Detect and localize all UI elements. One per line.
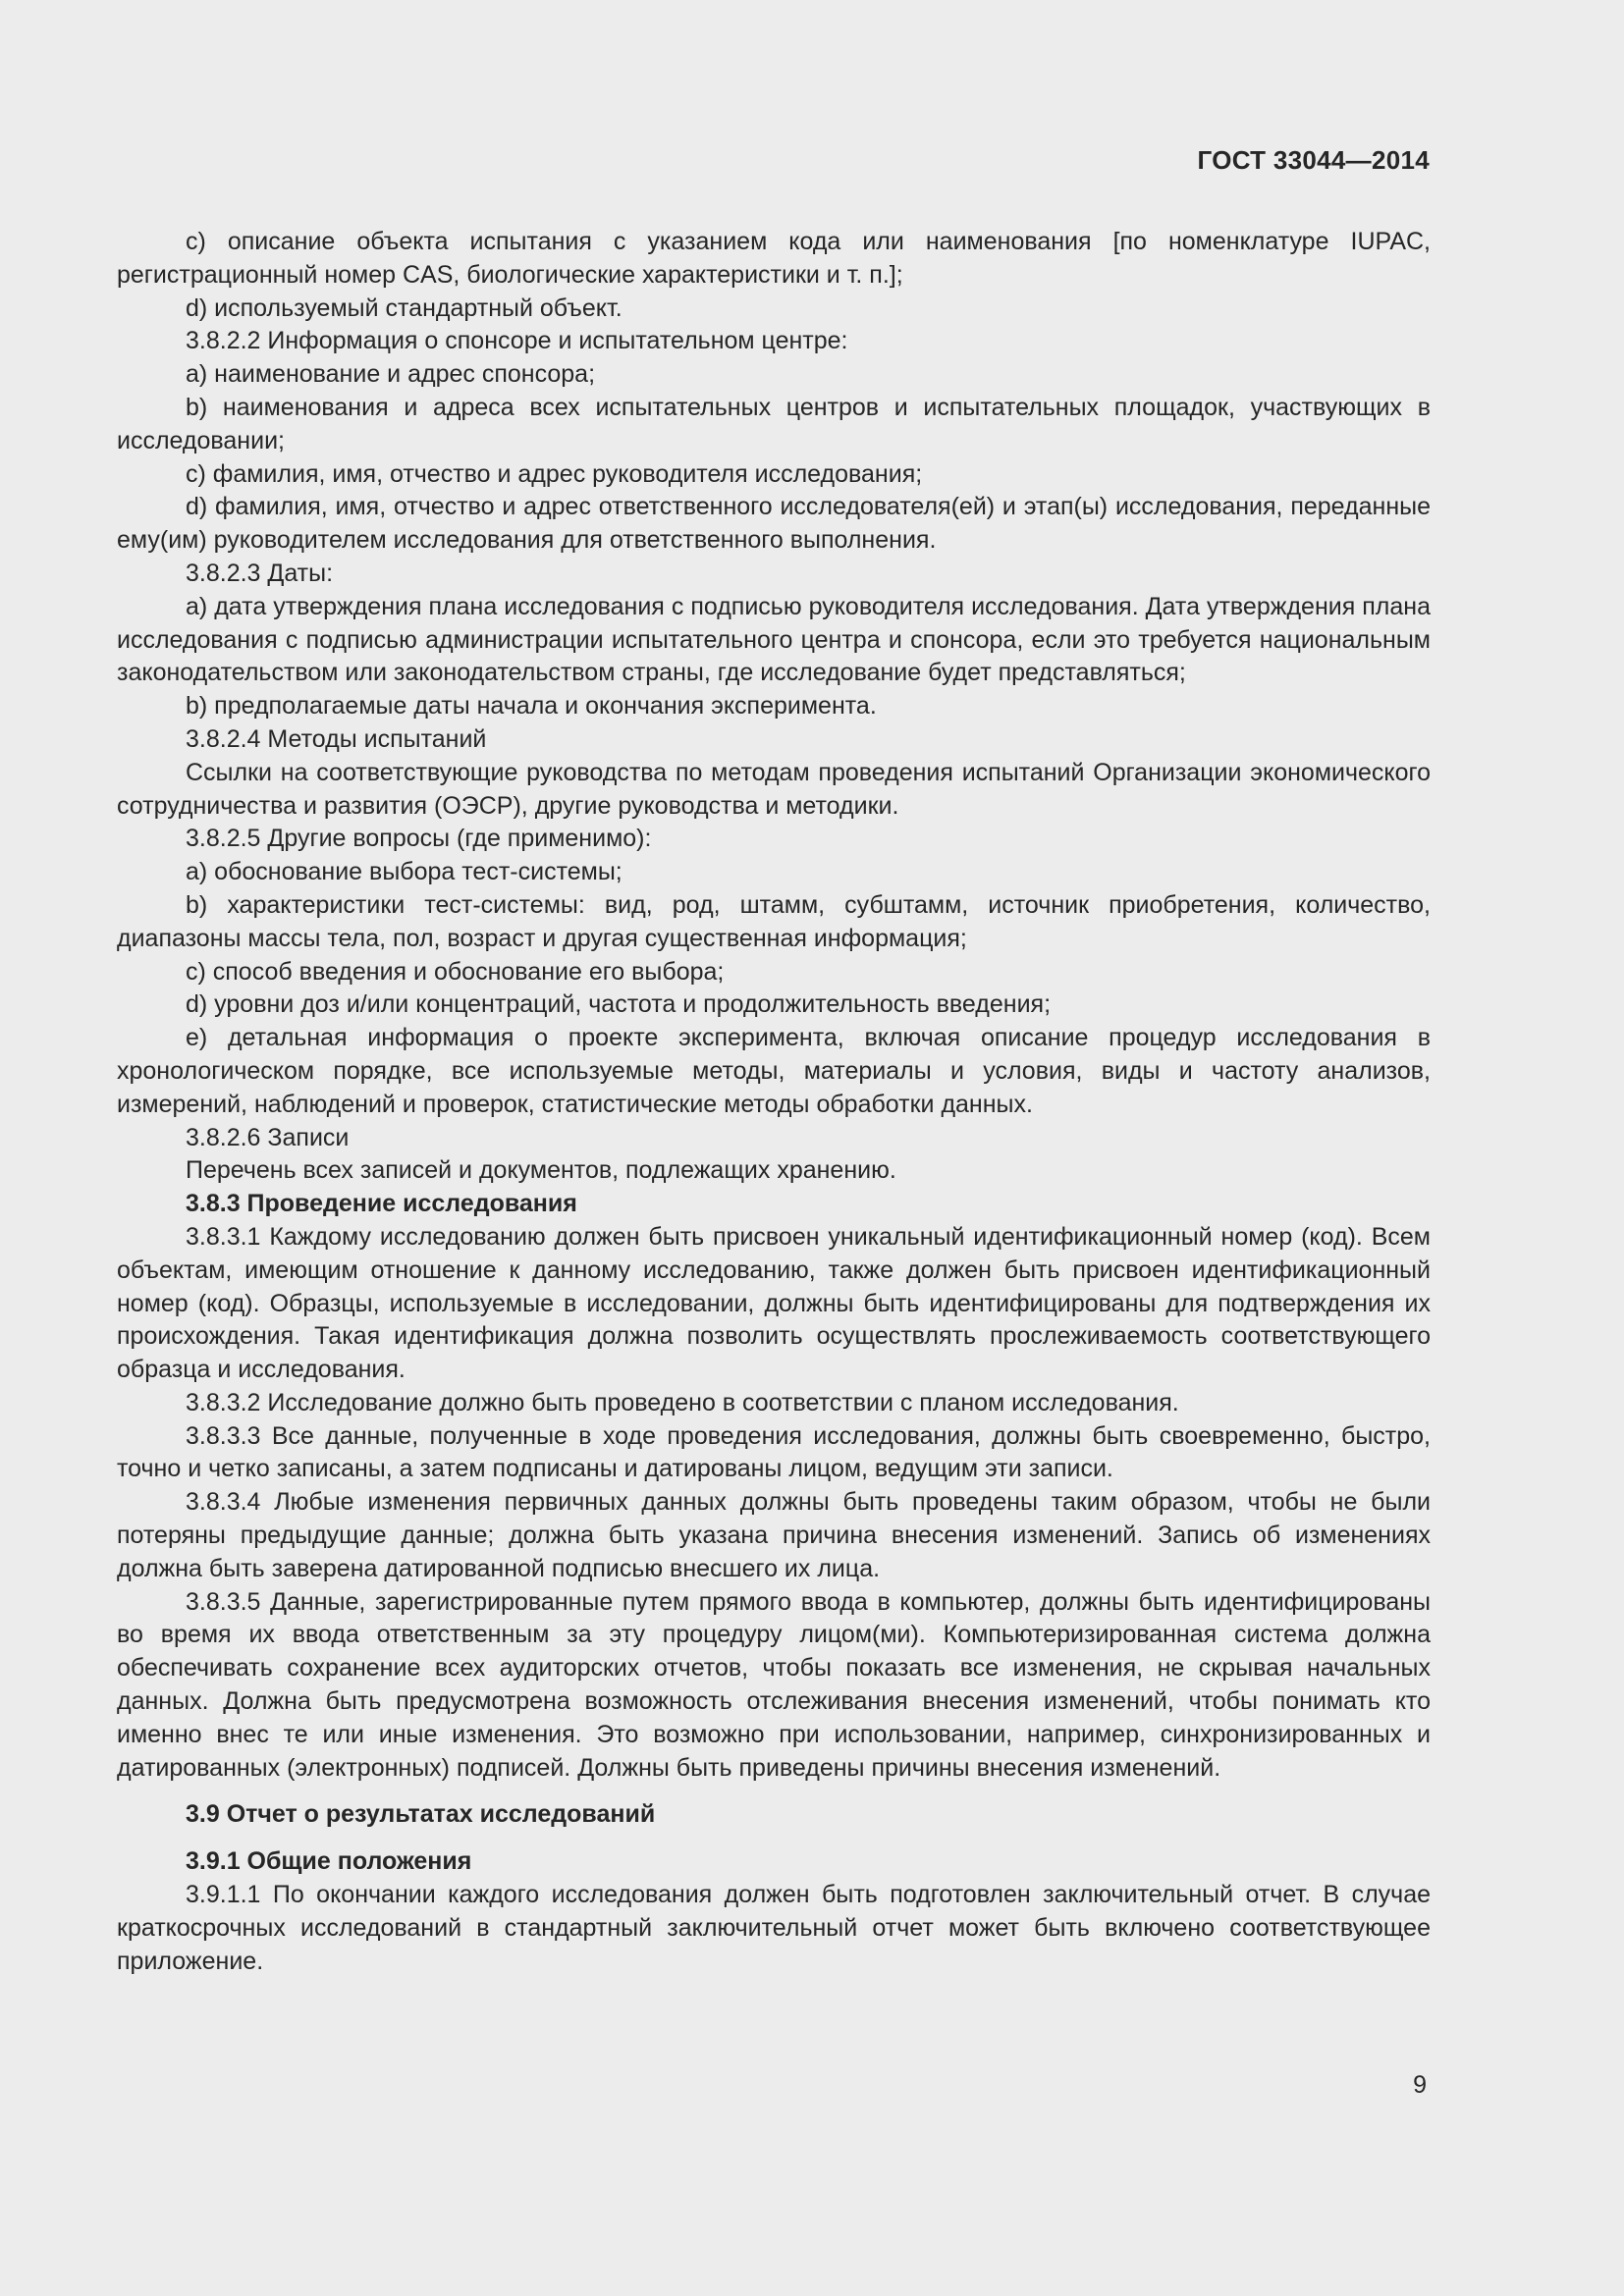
document-code-header: ГОСТ 33044—2014 [1197, 145, 1430, 175]
paragraph: 3.8.2.6 Записи [186, 1123, 350, 1151]
paragraph: 3.8.3.3 Все данные, полученные в ходе проведения исследования, должны быть своевременно, быстро, точно и четко записаны, а затем подписаны и датированы лицом, ведущим эти записи. [117, 1421, 1431, 1483]
paragraph: e) детальная информация о проекте эксперимента, включая описание процедур исследования в хронологическом порядке, все используемые методы, материалы и условия, виды и частоту анализов, измерений, наблюдений и проверок, статистические методы обработки данных. [117, 1024, 1431, 1118]
paragraph: b) наименования и адреса всех испытательных центров и испытательных площадок, участвующих в исследовании; [117, 393, 1431, 454]
paragraph: b) предполагаемые даты начала и окончания эксперимента. [186, 692, 877, 721]
paragraph: a) дата утверждения плана исследования с подписью руководителя исследования. Дата утверждения плана исследования с подписью администрации испытательного центра и спонсора, если это требуется национальным законодательством или законодательством страны, где исследование будет представляться; [117, 592, 1431, 687]
paragraph: a) наименование и адрес спонсора; [186, 360, 596, 389]
document-body [117, 226, 1431, 1978]
paragraph: 3.8.2.5 Другие вопросы (где применимо): [186, 825, 652, 853]
paragraph: c) фамилия, имя, отчество и адрес руководителя исследования; [186, 459, 923, 488]
paragraph: 3.8.3.1 Каждому исследованию должен быть присвоен уникальный идентификационный номер (код). Всем объектам, имеющим отношение к данному исследованию, также должен быть присвоен идентификационный номер (код). Образцы, используемые в исследовании, должны быть идентифицированы для подтверждения их происхождения. Такая идентификация должна позволить осуществлять прослеживаемость соответствующего образца и исследования. [117, 1222, 1431, 1384]
paragraph: 3.8.3.5 Данные, зарегистрированные путем прямого ввода в компьютер, должны быть идентифицированы во время их ввода ответственным за эту процедуру лицом(ми). Компьютеризированная система должна обеспечивать сохранение всех аудиторских отчетов, чтобы показать все изменения, не скрывая начальных данных. Должна быть предусмотрена возможность отслеживания внесения изменений, чтобы понимать кто именно внес те или иные изменения. Это возможно при использовании, например, синхронизированных и датированных (электронных) подписей. Должны быть приведены причины внесения изменений. [117, 1587, 1431, 1782]
paragraph: 3.9.1.1 По окончании каждого исследования должен быть подготовлен заключительный отчет. В случае краткосрочных исследований в стандартный заключительный отчет может быть включено соответствующее приложение. [117, 1881, 1431, 1975]
paragraph: a) обоснование выбора тест-системы; [186, 858, 623, 886]
section-heading-3-8-3: 3.8.3 Проведение исследования [186, 1190, 577, 1218]
paragraph: c) способ введения и обоснование его выбора; [186, 957, 725, 986]
paragraph: 3.8.2.3 Даты: [186, 559, 334, 587]
paragraph: 3.8.2.4 Методы испытаний [186, 724, 487, 753]
paragraph: 3.8.3.4 Любые изменения первичных данных должны быть проведены таким образом, чтобы не были потеряны предыдущие данные; должна быть указана причина внесения изменений. Запись об изменениях должна быть заверена датированной подписью внесшего их лица. [117, 1488, 1431, 1582]
paragraph: b) характеристики тест-системы: вид, род, штамм, субштамм, источник приобретения, количество, диапазоны массы тела, пол, возраст и другая существенная информация; [117, 890, 1431, 952]
paragraph: 3.8.3.2 Исследование должно быть проведено в соответствии с планом исследования. [186, 1388, 1179, 1416]
paragraph: 3.8.2.2 Информация о спонсоре и испытательном центре: [186, 327, 848, 355]
section-heading-3-9: 3.9 Отчет о результатах исследований [186, 1800, 656, 1829]
paragraph: d) уровни доз и/или концентраций, частота и продолжительность введения; [186, 990, 1052, 1019]
section-heading-3-9-1: 3.9.1 Общие положения [186, 1847, 472, 1876]
paragraph: d) фамилия, имя, отчество и адрес ответственного исследователя(ей) и этап(ы) исследования, переданные ему(им) руководителем исследования для ответственного выполнения. [117, 493, 1431, 555]
paragraph: c) описание объекта испытания с указанием кода или наименования [по номенклатуре IUPAC, регистрационный номер CAS, биологические характеристики и т. п.]; [117, 228, 1431, 289]
paragraph: Перечень всех записей и документов, подлежащих хранению. [186, 1156, 896, 1185]
paragraph: d) используемый стандартный объект. [186, 294, 623, 322]
page-number: 9 [1413, 2071, 1427, 2099]
paragraph: Ссылки на соответствующие руководства по методам проведения испытаний Организации экономического сотрудничества и развития (ОЭСР), другие руководства и методики. [117, 758, 1431, 820]
